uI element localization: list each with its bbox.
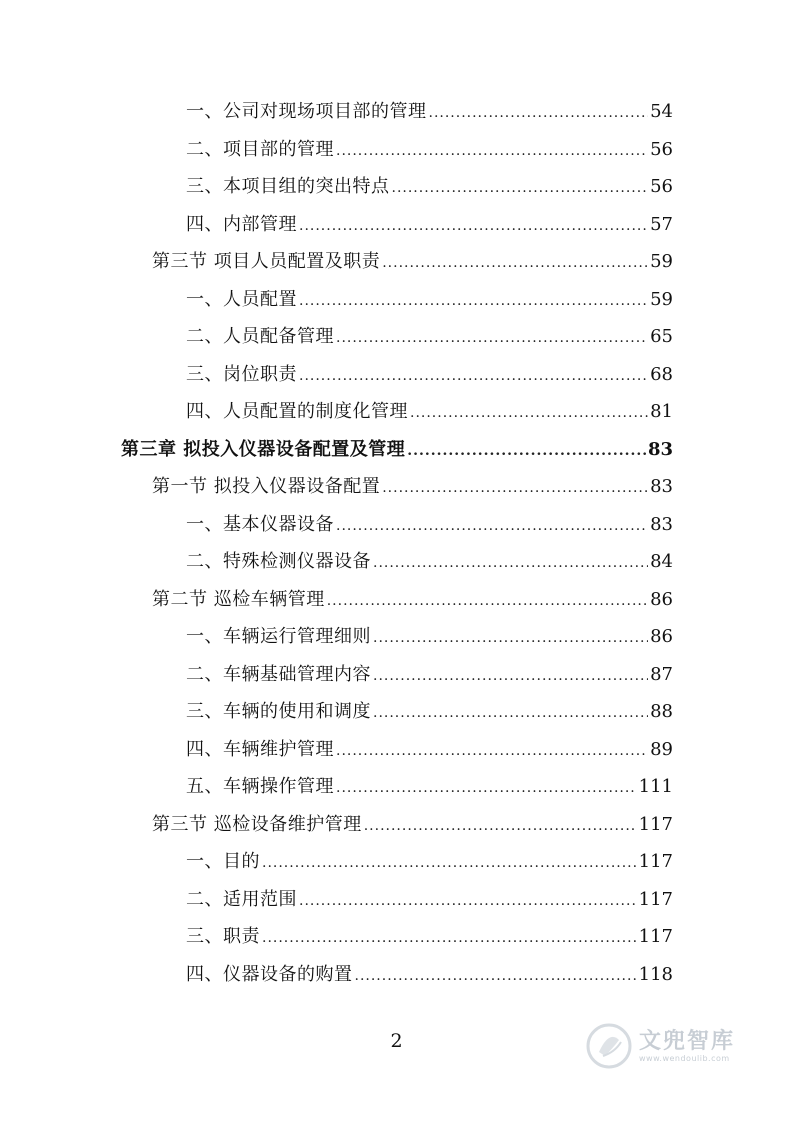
toc-item-entry[interactable] bbox=[186, 963, 673, 988]
toc-entry-page: 117 bbox=[638, 926, 673, 947]
toc-entry-title: 一、公司对现场项目部的管理 bbox=[186, 101, 427, 122]
toc-item-entry[interactable] bbox=[186, 888, 673, 913]
toc-entry-page: 56 bbox=[650, 176, 673, 197]
toc-dot-leader bbox=[410, 401, 648, 425]
toc-item-entry[interactable] bbox=[186, 288, 673, 313]
toc-item-entry[interactable] bbox=[186, 100, 673, 125]
toc-entry-page: 117 bbox=[638, 851, 673, 872]
toc-entry-page: 118 bbox=[638, 963, 673, 985]
toc-entry-page: 68 bbox=[650, 363, 673, 385]
toc-entry-title: 五、车辆操作管理 bbox=[186, 776, 334, 797]
toc-dot-leader bbox=[382, 251, 648, 275]
toc-item-entry[interactable] bbox=[186, 850, 673, 875]
toc-entry-title: 第二节 巡检车辆管理 bbox=[152, 588, 325, 610]
toc-dot-leader bbox=[262, 926, 637, 950]
toc-entry-page: 83 bbox=[650, 513, 673, 535]
toc-entry-page: 89 bbox=[650, 738, 673, 760]
toc-entry-page: 87 bbox=[650, 663, 673, 685]
toc-entry-page: 88 bbox=[650, 701, 673, 722]
toc-entry-page: 59 bbox=[650, 251, 673, 272]
toc-entry-title: 一、人员配置 bbox=[186, 288, 297, 310]
toc-item-entry[interactable] bbox=[186, 325, 673, 350]
toc-entry-title: 四、人员配置的制度化管理 bbox=[186, 401, 408, 422]
toc-item-entry[interactable] bbox=[186, 625, 673, 650]
toc-dot-leader bbox=[299, 289, 648, 313]
toc-dot-leader bbox=[299, 214, 648, 238]
toc-entry-title: 四、内部管理 bbox=[186, 213, 297, 235]
toc-entry-page: 117 bbox=[638, 813, 673, 835]
toc-item-entry[interactable] bbox=[186, 663, 673, 688]
toc-entry-page: 83 bbox=[650, 476, 673, 497]
toc-item-entry[interactable] bbox=[186, 775, 673, 800]
toc-entry-title: 一、车辆运行管理细则 bbox=[186, 626, 371, 647]
toc-entry-page: 56 bbox=[650, 138, 673, 160]
toc-entry-title: 二、人员配备管理 bbox=[186, 326, 334, 347]
toc-entry-title: 二、车辆基础管理内容 bbox=[186, 663, 371, 685]
toc-entry-title: 第一节 拟投入仪器设备配置 bbox=[152, 476, 381, 497]
toc-entry-title: 第三章 拟投入仪器设备配置及管理 bbox=[121, 438, 406, 460]
toc-dot-leader bbox=[299, 364, 648, 388]
toc-entry-page: 86 bbox=[650, 588, 673, 610]
toc-section-entry[interactable] bbox=[152, 475, 673, 500]
toc-entry-page: 117 bbox=[638, 888, 673, 910]
watermark-url: www.wendoulib.com bbox=[639, 1053, 730, 1063]
toc-entry-page: 83 bbox=[647, 438, 673, 460]
watermark bbox=[585, 1018, 765, 1074]
toc-entry-title: 三、本项目组的突出特点 bbox=[186, 176, 390, 197]
toc-entry-title: 三、职责 bbox=[186, 926, 260, 947]
toc-dot-leader bbox=[327, 589, 648, 613]
toc-item-entry[interactable] bbox=[186, 175, 673, 200]
page-number: 2 bbox=[390, 1030, 403, 1052]
toc-entry-title: 二、特殊检测仪器设备 bbox=[186, 551, 371, 572]
toc-entry-title: 二、项目部的管理 bbox=[186, 138, 334, 160]
toc-entry-title: 一、基本仪器设备 bbox=[186, 513, 334, 535]
toc-dot-leader bbox=[355, 964, 637, 988]
toc-dot-leader bbox=[392, 176, 649, 200]
toc-item-entry[interactable] bbox=[186, 550, 673, 575]
toc-item-entry[interactable] bbox=[186, 363, 673, 388]
toc-dot-leader bbox=[299, 889, 637, 913]
toc-entry-title: 第三节 巡检设备维护管理 bbox=[152, 813, 362, 835]
toc-entry-title: 四、车辆维护管理 bbox=[186, 738, 334, 760]
toc-item-entry[interactable] bbox=[186, 513, 673, 538]
toc-entry-page: 59 bbox=[650, 288, 673, 310]
toc-dot-leader bbox=[336, 776, 637, 800]
toc-entry-title: 第三节 项目人员配置及职责 bbox=[152, 251, 381, 272]
toc-dot-leader bbox=[262, 851, 637, 875]
toc-entry-page: 84 bbox=[650, 551, 673, 572]
toc-dot-leader bbox=[336, 326, 648, 350]
watermark-logo-icon bbox=[585, 1022, 633, 1070]
toc-entry-page: 86 bbox=[650, 626, 673, 647]
toc-dot-leader bbox=[407, 439, 646, 463]
toc-dot-leader bbox=[364, 814, 637, 838]
toc-section-entry[interactable] bbox=[152, 250, 673, 275]
toc-entry-title: 二、适用范围 bbox=[186, 888, 297, 910]
toc-dot-leader bbox=[382, 476, 648, 500]
toc-entry-title: 四、仪器设备的购置 bbox=[186, 963, 353, 985]
toc-item-entry[interactable] bbox=[186, 700, 673, 725]
toc-entry-page: 65 bbox=[650, 326, 673, 347]
toc-item-entry[interactable] bbox=[186, 138, 673, 163]
toc-dot-leader bbox=[373, 664, 648, 688]
toc-dot-leader bbox=[336, 139, 648, 163]
toc-item-entry[interactable] bbox=[186, 400, 673, 425]
toc-entry-title: 三、车辆的使用和调度 bbox=[186, 701, 371, 722]
toc-entry-title: 三、岗位职责 bbox=[186, 363, 297, 385]
toc-chapter-entry[interactable] bbox=[121, 438, 673, 463]
toc-entry-title: 一、目的 bbox=[186, 851, 260, 872]
toc-dot-leader bbox=[336, 514, 648, 538]
toc-dot-leader bbox=[336, 739, 648, 763]
watermark-title: 文兜智库 bbox=[639, 1028, 736, 1054]
toc-dot-leader bbox=[373, 551, 648, 575]
toc-item-entry[interactable] bbox=[186, 213, 673, 238]
toc-entry-page: 111 bbox=[638, 776, 673, 797]
toc-dot-leader bbox=[373, 701, 648, 725]
toc-entry-page: 81 bbox=[650, 401, 673, 422]
toc-entry-page: 54 bbox=[650, 101, 673, 122]
toc-dot-leader bbox=[429, 101, 649, 125]
toc-section-entry[interactable] bbox=[152, 588, 673, 613]
toc-section-entry[interactable] bbox=[152, 813, 673, 838]
toc-dot-leader bbox=[373, 626, 648, 650]
toc-item-entry[interactable] bbox=[186, 925, 673, 950]
toc-item-entry[interactable] bbox=[186, 738, 673, 763]
toc-entry-page: 57 bbox=[650, 213, 673, 235]
